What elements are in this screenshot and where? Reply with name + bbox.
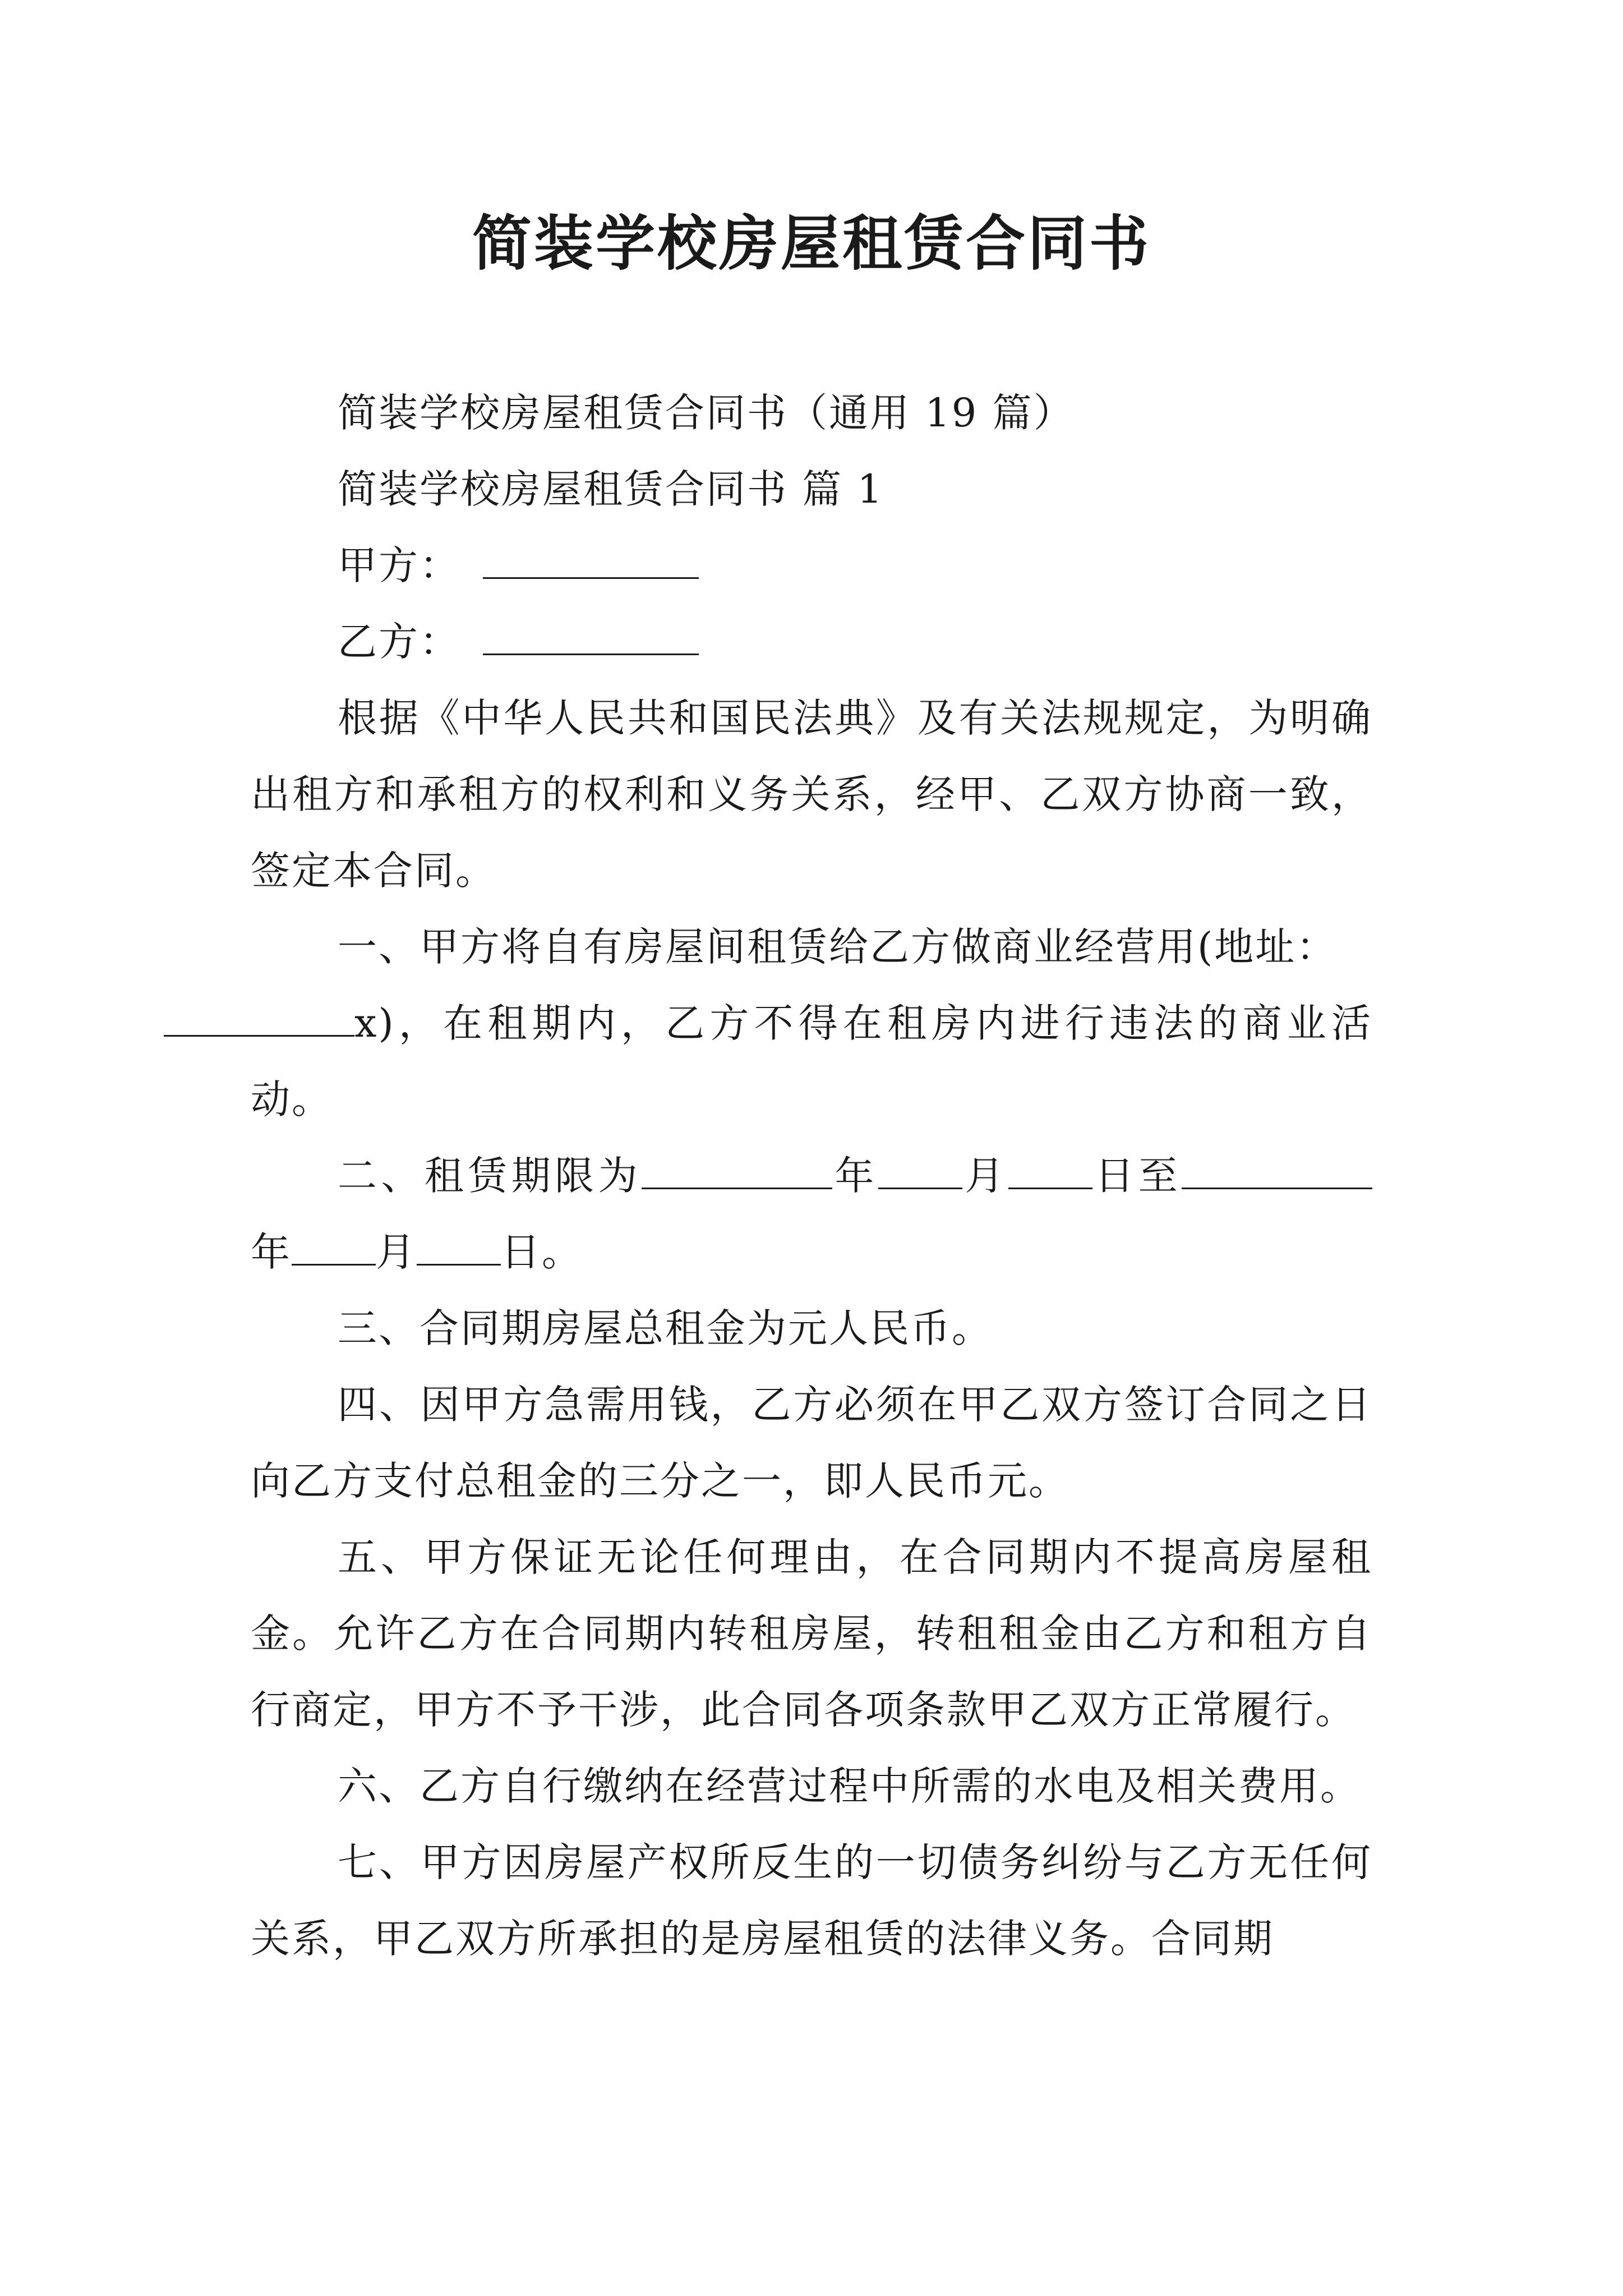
clause-2-month-1: 月 [962, 1153, 1008, 1199]
clause-2-month-2: 月 [376, 1229, 417, 1275]
party-b-label: 乙方： [338, 619, 460, 665]
clause-1-start: 一、甲方将自有房屋间租赁给乙方做商业经营用(地址： [338, 924, 1338, 970]
party-b-blank [483, 619, 699, 655]
clause-5: 五、甲方保证无论任何理由，在合同期内不提高房屋租金。允许乙方在合同期内转租房屋，转租租金由乙方和租方自行商定，甲方不予干涉，此合同各项条款甲乙双方正常履行。 [251, 1534, 1372, 1733]
end-year-blank [1182, 1153, 1372, 1189]
party-b-line [251, 604, 1372, 680]
end-month-blank [292, 1229, 376, 1266]
clause-1-end: x)，在租期内，乙方不得在租房内进行违法的商业活动。 [251, 1000, 1372, 1122]
party-a-line [251, 527, 1372, 604]
subtitle-line: 简装学校房屋租赁合同书（通用 19 篇） [338, 390, 1075, 436]
clause-2-prefix: 二、租赁期限为 [338, 1153, 642, 1199]
party-a-blank [483, 542, 699, 579]
party-a-label: 甲方： [338, 542, 460, 588]
document-title: 简装学校房屋租赁合同书 [472, 209, 1151, 278]
clause-2-year-1: 年 [832, 1153, 878, 1199]
clause-6: 六、乙方自行缴纳在经营过程中所需的水电及相关费用。 [338, 1763, 1361, 1809]
chapter-heading: 简装学校房屋租赁合同书 篇 1 [338, 466, 884, 512]
clause-2-year-2: 年 [251, 1229, 292, 1275]
clause-7: 七、甲方因房屋产权所反生的一切债务纠纷与乙方无任何关系，甲乙双方所承担的是房屋租赁的法律义务。合同期 [251, 1839, 1372, 1962]
clause-3: 三、合同期房屋总租金为元人民币。 [338, 1305, 993, 1351]
document-body [251, 375, 1372, 1977]
clause-4: 四、因甲方急需用钱，乙方必须在甲乙双方签订合同之日向乙方支付总租金的三分之一，即人民币元。 [251, 1382, 1372, 1504]
intro-paragraph: 根据《中华人民共和国民法典》及有关法规规定，为明确出租方和承租方的权利和义务关系，经甲、乙双方协商一致，签定本合同。 [251, 695, 1372, 894]
start-day-blank [1008, 1153, 1092, 1189]
end-day-blank [417, 1229, 501, 1266]
start-month-blank [878, 1153, 962, 1189]
start-year-blank [642, 1153, 832, 1189]
clause-2 [251, 1138, 1372, 1290]
clause-2-day-end: 日。 [501, 1229, 583, 1275]
clause-1 [251, 909, 1372, 1138]
clause-2-day-to: 日至 [1092, 1153, 1182, 1199]
address-blank [164, 1000, 354, 1037]
